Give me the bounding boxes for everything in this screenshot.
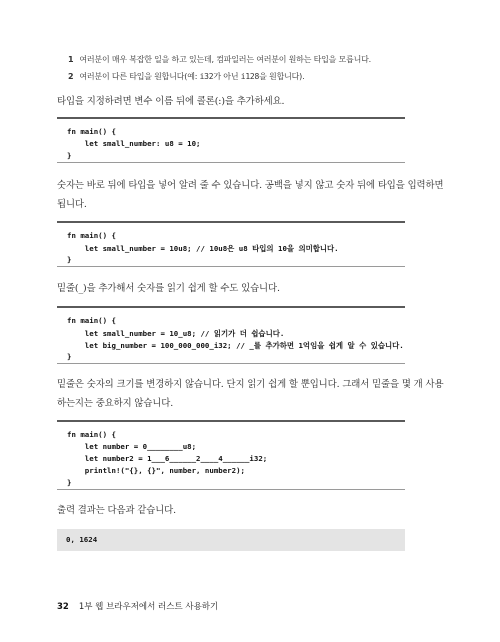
code-block xyxy=(57,420,405,490)
body-paragraph: 밑줄은 숫자의 크기를 변경하지 않습니다. 단지 읽기 쉽게 할 뿐입니다. 그래서 밑줄을 몇 개 사용하는지는 중요하지 않습니다. xyxy=(57,379,444,409)
note-text: 여러분이 매우 복잡한 일을 하고 있는데, 컴파일러는 여러분이 원하는 타입을 모릅니다. xyxy=(79,55,371,64)
body-paragraph: 출력 결과는 다음과 같습니다. xyxy=(57,505,176,516)
page-number: 32 xyxy=(57,602,69,612)
code-line: } xyxy=(67,352,72,361)
code-line: fn main() { xyxy=(67,231,116,240)
code-block xyxy=(57,221,405,267)
code-line: let number = 0________u8; xyxy=(67,442,197,451)
code-line: println!("{}, {}", number, number2); xyxy=(67,466,245,475)
body-paragraph: 밑줄(_)을 추가해서 숫자를 읽기 쉽게 할 수도 있습니다. xyxy=(57,283,280,294)
code-line: fn main() { xyxy=(67,127,116,136)
note-text: 을 원합니다). xyxy=(259,72,305,81)
code-line: fn main() { xyxy=(67,316,116,325)
code-line: let number2 = 1___6______2____4______i32; xyxy=(67,454,268,463)
code-line: } xyxy=(67,255,72,264)
code-line: let small_number: u8 = 10; xyxy=(67,139,201,148)
code-block xyxy=(57,306,405,364)
code-line: let small_number = 10_u8; // 읽기가 더 쉽습니다. xyxy=(67,329,285,338)
note-text: 가 아닌 xyxy=(213,72,241,81)
inline-code: i128 xyxy=(240,72,260,81)
code-line: } xyxy=(67,478,72,487)
output-block xyxy=(57,529,405,551)
body-paragraph: 타입을 지정하려면 변수 이름 뒤에 콜론(:)을 추가하세요. xyxy=(57,96,285,107)
code-line: let big_number = 100_000_000_i32; // _를 추가하면 1억임을 쉽게 알 수 있습니다. xyxy=(67,341,404,350)
chapter-title: 1부 웹 브라우저에서 러스트 사용하기 xyxy=(78,602,219,612)
note-number: 2 xyxy=(68,72,74,81)
note-number: 1 xyxy=(68,55,74,64)
inline-code: i32 xyxy=(199,72,214,81)
code-block xyxy=(57,117,405,163)
page-footer xyxy=(57,600,218,612)
note-1 xyxy=(68,54,371,65)
code-line: fn main() { xyxy=(67,430,116,439)
code-line: let small_number = 10u8; // 10u8은 u8 타입의 10을 의미합니다. xyxy=(67,244,339,253)
note-2 xyxy=(68,71,304,82)
body-paragraph: 숫자는 바로 뒤에 타입을 넣어 알려 줄 수 있습니다. 공백을 넣지 않고 숫자 뒤에 타입을 입력하면 됩니다. xyxy=(57,180,444,210)
code-line: } xyxy=(67,151,72,160)
output-text: 0, 1624 xyxy=(66,535,98,544)
note-text: 여러분이 다른 타입을 원합니다(예: xyxy=(79,72,200,81)
